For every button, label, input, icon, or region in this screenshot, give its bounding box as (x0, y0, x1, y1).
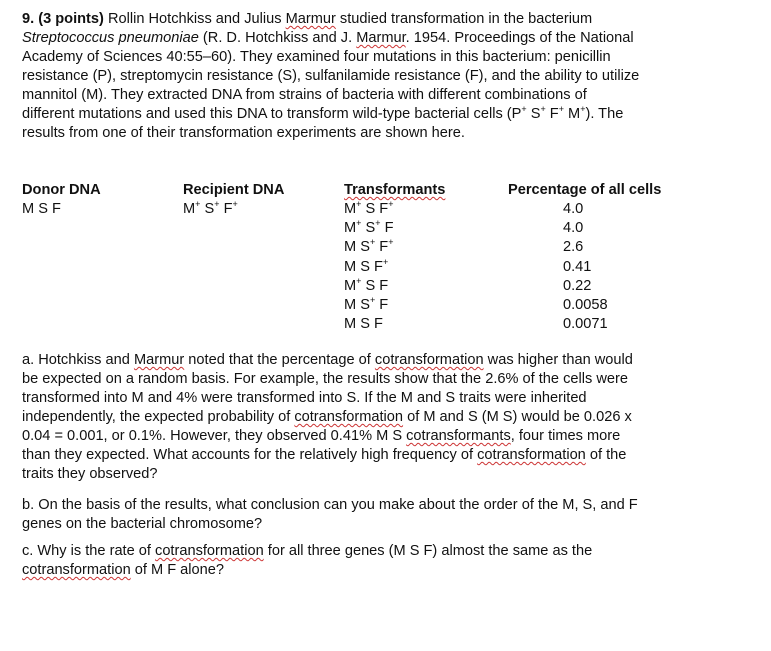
recipient-header: Recipient DNA (183, 182, 285, 198)
intro-line-1: 9. (3 points) Rollin Hotchkiss and Julius Marmur studied transformation in the bacterium (22, 11, 593, 27)
question-a-line: traits they observed? (22, 466, 158, 482)
transformant-row: M S+ F+ (344, 237, 394, 256)
question-a-line: be expected on a random basis. For example, the results show that the 2.6% of the cells were (22, 371, 628, 387)
question-a-line: transformed into M and 4% were transformed into S. If the M and S traits were inherited (22, 390, 587, 406)
question-a-line: independently, the expected probability of cotransformation of M and S (M S) would be 0.026 x (22, 409, 632, 425)
recipient-column (183, 181, 284, 219)
question-c (22, 542, 752, 580)
question-number: 9. (3 points) (22, 11, 104, 27)
recipient-value: M+ S+ F+ (183, 199, 238, 217)
transformant-row: M S F+ (344, 256, 389, 275)
intro-line-4: resistance (P), streptomycin resistance (S), sulfanilamide resistance (F), and the ability to utilize (22, 68, 640, 84)
percentage-row: 0.22 (563, 277, 592, 294)
percentage-row: 2.6 (563, 239, 584, 256)
percentage-row: 0.41 (563, 258, 592, 275)
transformant-row: M+ S+ F (344, 218, 394, 237)
percentage-row: 0.0071 (563, 316, 608, 333)
intro-line-5: mannitol (M). They extracted DNA from strains of bacteria with different combinations of (22, 87, 587, 103)
question-c-line: c. Why is the rate of cotransformation for all three genes (M S F) almost the same as the (22, 543, 593, 559)
species-name: Streptococcus pneumoniae (22, 30, 199, 46)
question-page (22, 10, 752, 578)
donor-value: M S F (22, 201, 61, 217)
donor-column (22, 181, 101, 219)
question-a (22, 351, 752, 484)
percentage-header: Percentage of all cells (508, 182, 662, 198)
question-c-line: cotransformation of M F alone? (22, 562, 224, 578)
transformants-column (344, 181, 445, 334)
transformant-row: M S F (344, 316, 383, 333)
percentage-column (508, 181, 661, 334)
question-b-line: b. On the basis of the results, what conclusion can you make about the order of the M, S, and F (22, 497, 638, 513)
intro-line-7: results from one of their transformation experiments are shown here. (22, 125, 465, 141)
question-b-line: genes on the bacterial chromosome? (22, 516, 263, 532)
transformant-row: M S+ F (344, 295, 389, 313)
transformant-row: M+ S F+ (344, 199, 394, 217)
question-a-line: than they expected. What accounts for the relatively high frequency of cotransformation of the (22, 447, 627, 463)
transformant-row: M+ S F (344, 275, 389, 294)
question-a-line: 0.04 = 0.001, or 0.1%. However, they observed 0.41% M S cotransformants, four times more (22, 428, 621, 444)
intro-paragraph (22, 10, 752, 143)
question-a-line: a. Hotchkiss and Marmur noted that the percentage of cotransformation was higher than would (22, 352, 633, 368)
intro-line-3: Academy of Sciences 40:55–60). They examined four mutations in this bacterium: penicillin (22, 49, 611, 65)
percentage-row: 4.0 (563, 201, 584, 217)
intro-line-2: Streptococcus pneumoniae (R. D. Hotchkiss and J. Marmur. 1954. Proceedings of the National (22, 30, 634, 46)
donor-header: Donor DNA (22, 182, 101, 198)
question-b (22, 496, 752, 534)
percentage-row: 4.0 (563, 220, 584, 237)
transformants-header: Transformants (344, 182, 446, 198)
intro-line-6: different mutations and used this DNA to transform wild-type bacterial cells (P+ S+ F+ M+). The (22, 104, 624, 122)
percentage-row: 0.0058 (563, 296, 608, 313)
